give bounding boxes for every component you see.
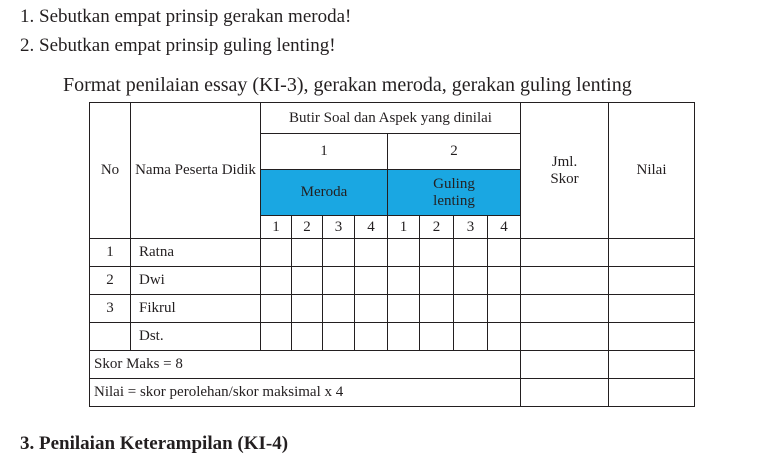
score-cell: [261, 295, 292, 323]
next-section-heading: 3. Penilaian Keterampilan (KI-4): [20, 433, 289, 454]
max-score-row: [90, 351, 695, 379]
header-item-2: 2: [388, 134, 521, 170]
header-total-score-label: Jml. Skor: [550, 153, 579, 187]
header-item-1: 1: [261, 134, 388, 170]
sub-number: 2: [292, 216, 323, 239]
grade-cell: [609, 323, 695, 351]
header-items-aspects: Butir Soal dan Aspek yang dinilai: [261, 103, 521, 134]
score-cell: [388, 323, 420, 351]
grade-cell: [609, 239, 695, 267]
grade-cell: [609, 379, 695, 407]
score-cell: [355, 295, 388, 323]
sub-number: 2: [420, 216, 454, 239]
score-cell: [261, 239, 292, 267]
question-1: 1. Sebutkan empat prinsip gerakan meroda!: [20, 6, 352, 27]
score-cell: [488, 295, 521, 323]
row-name: Dst.: [131, 323, 261, 351]
total-cell: [521, 295, 609, 323]
header-student-name: Nama Peserta Didik: [131, 103, 261, 239]
score-cell: [488, 239, 521, 267]
aspect-meroda: Meroda: [261, 170, 388, 216]
grade-formula: Nilai = skor perolehan/skor maksimal x 4: [90, 379, 521, 407]
aspect-guling-lenting: [388, 170, 521, 216]
score-cell: [323, 295, 355, 323]
total-cell: [521, 239, 609, 267]
score-cell: [420, 239, 454, 267]
score-cell: [323, 239, 355, 267]
table-row: [90, 239, 695, 267]
score-cell: [261, 267, 292, 295]
row-name: Fikrul: [131, 295, 261, 323]
grade-cell: [609, 351, 695, 379]
header-no: No: [90, 103, 131, 239]
header-grade: Nilai: [609, 103, 695, 239]
score-cell: [292, 323, 323, 351]
score-cell: [454, 295, 488, 323]
question-2: 2. Sebutkan empat prinsip guling lenting!: [20, 35, 336, 56]
row-no: [90, 323, 131, 351]
total-cell: [521, 323, 609, 351]
total-cell: [521, 267, 609, 295]
score-cell: [454, 267, 488, 295]
assessment-table: [89, 102, 695, 407]
formula-row: [90, 379, 695, 407]
score-cell: [388, 295, 420, 323]
row-name: Ratna: [131, 239, 261, 267]
row-no: 1: [90, 239, 131, 267]
table-caption: Format penilaian essay (KI-3), gerakan meroda, gerakan guling lenting: [63, 74, 632, 96]
score-cell: [488, 267, 521, 295]
sub-number: 3: [323, 216, 355, 239]
score-cell: [420, 295, 454, 323]
score-cell: [261, 323, 292, 351]
score-cell: [488, 323, 521, 351]
table-row: [90, 295, 695, 323]
score-cell: [323, 267, 355, 295]
grade-cell: [609, 295, 695, 323]
table-row: [90, 267, 695, 295]
grade-cell: [609, 267, 695, 295]
row-no: 3: [90, 295, 131, 323]
score-cell: [420, 323, 454, 351]
score-cell: [292, 295, 323, 323]
aspect-guling-lenting-label: Guling lenting: [433, 175, 475, 209]
score-cell: [355, 267, 388, 295]
sub-number: 4: [355, 216, 388, 239]
header-total-score: [521, 103, 609, 239]
score-cell: [292, 267, 323, 295]
table-row: [90, 323, 695, 351]
score-cell: [355, 239, 388, 267]
score-cell: [420, 267, 454, 295]
score-cell: [323, 323, 355, 351]
row-name: Dwi: [131, 267, 261, 295]
score-cell: [388, 239, 420, 267]
score-cell: [292, 239, 323, 267]
sub-number: 4: [488, 216, 521, 239]
sub-number: 3: [454, 216, 488, 239]
score-cell: [355, 323, 388, 351]
score-cell: [388, 267, 420, 295]
sub-number: 1: [261, 216, 292, 239]
sub-number: 1: [388, 216, 420, 239]
score-cell: [454, 239, 488, 267]
max-score-label: Skor Maks = 8: [90, 351, 521, 379]
score-cell: [454, 323, 488, 351]
row-no: 2: [90, 267, 131, 295]
total-cell: [521, 379, 609, 407]
total-cell: [521, 351, 609, 379]
